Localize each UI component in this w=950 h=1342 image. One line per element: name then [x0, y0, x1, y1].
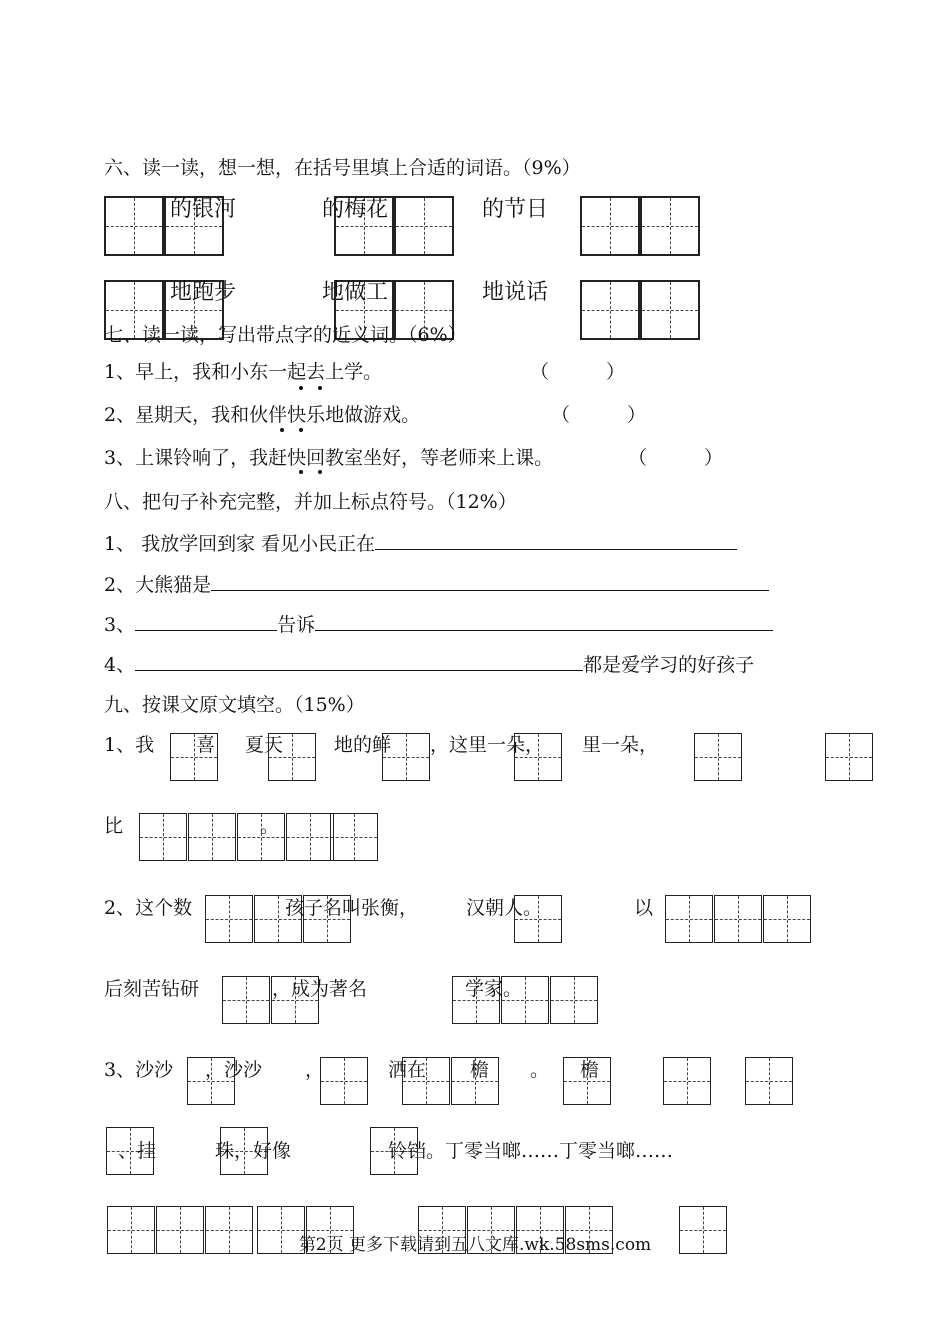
- fill-line[interactable]: [315, 612, 773, 631]
- question-7-2: 2、星期天，我和伙伴快乐地做游戏。: [104, 404, 421, 426]
- emphasis-dot: [299, 386, 303, 390]
- text: 地的鲜: [334, 734, 392, 756]
- emphasis-dot: [318, 386, 322, 390]
- word-5: 地做工: [322, 280, 389, 305]
- char-box[interactable]: [640, 196, 700, 256]
- section-6-title: 六、读一读，想一想，在括号里填上合适的词语。（9%）: [104, 157, 581, 179]
- section-9-title: 九、按课文原文填空。（15%）: [104, 694, 365, 716]
- answer-paren[interactable]: （ ）: [551, 404, 647, 426]
- char-box[interactable]: [139, 813, 187, 861]
- word-4: 地跑步: [170, 280, 237, 305]
- text: ，成为著名: [272, 978, 368, 1000]
- text: 。: [260, 815, 280, 837]
- text: 喜: [196, 734, 216, 756]
- text: 、挂: [118, 1140, 157, 1162]
- fill-line[interactable]: [375, 531, 737, 550]
- question-7-1: 1、早上，我和小东一起去上学。: [104, 361, 383, 383]
- text: 汉朝人。: [466, 897, 543, 919]
- char-box[interactable]: [402, 1057, 450, 1105]
- char-box[interactable]: [665, 895, 713, 943]
- char-box[interactable]: [286, 813, 334, 861]
- text: 孩子名叫张衡，: [285, 897, 419, 919]
- text: 里一朵，: [582, 734, 659, 756]
- question-8-1: 1、 我放学回到家 看见小民正在: [104, 531, 737, 556]
- section-7-title: 七、读一读，写出带点字的近义词。（6%）: [104, 324, 467, 346]
- emphasis-dot: [299, 470, 303, 474]
- section-8-title: 八、把句子补充完整，并加上标点符号。（12%）: [104, 491, 517, 513]
- text: 铃铛。丁零当啷……丁零当啷……: [388, 1140, 674, 1162]
- text: 学家。: [465, 978, 523, 1000]
- text: 以: [634, 897, 654, 919]
- fill-line[interactable]: [135, 612, 277, 631]
- char-box[interactable]: [663, 1057, 711, 1105]
- word-3: 的节日: [482, 197, 549, 222]
- word-6: 地说话: [482, 280, 549, 305]
- char-box[interactable]: [104, 196, 164, 256]
- text: ，: [305, 1059, 325, 1081]
- question-8-4: 4、 都是爱学习的好孩子: [104, 654, 755, 676]
- question-7-3: 3、上课铃响了，我赶快回教室坐好，等老师来上课。: [104, 447, 554, 469]
- char-box[interactable]: [763, 895, 811, 943]
- text: 后刻苦钻研: [104, 978, 200, 1000]
- text: 洒在: [388, 1059, 427, 1081]
- emphasis-dot: [280, 428, 284, 432]
- char-box[interactable]: [320, 1057, 368, 1105]
- char-box[interactable]: [514, 895, 562, 943]
- char-box[interactable]: [745, 1057, 793, 1105]
- text: 比: [104, 815, 124, 837]
- answer-paren[interactable]: （ ）: [628, 447, 724, 469]
- char-box[interactable]: [580, 196, 640, 256]
- text: 珠，好像: [215, 1140, 292, 1162]
- word-2: 的梅花: [322, 197, 389, 222]
- char-box[interactable]: [514, 733, 562, 781]
- emphasis-dot: [299, 428, 303, 432]
- text: 檐: [470, 1059, 490, 1081]
- emphasis-dot: [318, 470, 322, 474]
- fill-line[interactable]: [211, 572, 769, 591]
- text: 2、这个数: [104, 897, 193, 919]
- text: 1、我: [104, 734, 155, 756]
- question-8-2: 2、大熊猫是: [104, 572, 769, 597]
- char-box[interactable]: [382, 733, 430, 781]
- page-footer: 第2页 更多下载请到五八文库.wk.58sms.com: [298, 1235, 652, 1255]
- question-8-3: 3、 告诉: [104, 612, 773, 637]
- text: 檐: [580, 1059, 600, 1081]
- text: 。: [530, 1059, 550, 1081]
- char-box[interactable]: [330, 813, 378, 861]
- char-box[interactable]: [394, 196, 454, 256]
- text: ，沙沙: [205, 1059, 263, 1081]
- char-box[interactable]: [550, 976, 598, 1024]
- char-box[interactable]: [205, 895, 253, 943]
- text: ，这里一朵，: [430, 734, 545, 756]
- char-box[interactable]: [640, 280, 700, 340]
- char-box[interactable]: [825, 733, 873, 781]
- char-box[interactable]: [222, 976, 270, 1024]
- text: 3、沙沙: [104, 1059, 174, 1081]
- char-box[interactable]: [188, 813, 236, 861]
- text: 夏天: [245, 734, 284, 756]
- answer-paren[interactable]: （ ）: [530, 361, 626, 383]
- word-1: 的银河: [170, 197, 237, 222]
- char-box[interactable]: [580, 280, 640, 340]
- char-box[interactable]: [694, 733, 742, 781]
- fill-line[interactable]: [135, 652, 583, 671]
- char-box[interactable]: [268, 733, 316, 781]
- char-box[interactable]: [714, 895, 762, 943]
